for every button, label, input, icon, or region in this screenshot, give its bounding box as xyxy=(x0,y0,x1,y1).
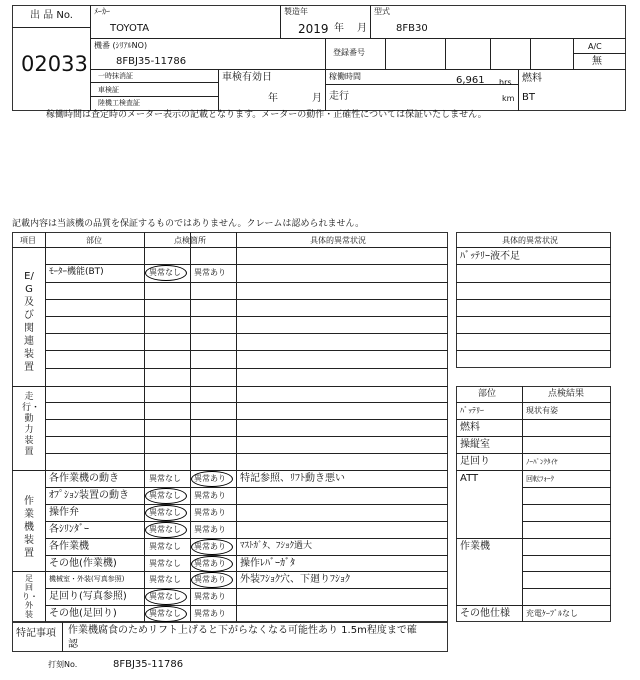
check-normal[interactable]: 異常なし xyxy=(149,508,181,517)
check-abnormal[interactable]: 異常あり xyxy=(194,525,226,534)
serial-value: 8FBJ35-11786 xyxy=(116,56,187,67)
year-label: 製造年 xyxy=(284,7,308,16)
special-label: 特記事項 xyxy=(16,628,56,639)
rb-col-part: 部位 xyxy=(478,389,497,399)
exhibit-no-label: 出 品 No. xyxy=(30,10,73,21)
ac-value: 無 xyxy=(592,56,602,67)
col-check: 点検箇所 xyxy=(174,236,206,245)
check-normal[interactable]: 異常なし xyxy=(149,575,181,584)
registration-label: 登録番号 xyxy=(333,48,365,57)
check-abnormal[interactable]: 異常あり xyxy=(194,474,226,483)
rb-part: ﾊﾞｯﾃﾘｰ xyxy=(460,406,484,415)
quality-note: 記載内容は当該機の品質を保証するものではありません。クレームは認められません。 xyxy=(12,219,365,229)
exhibit-no: 02033 xyxy=(21,52,88,76)
model-value: 8FB30 xyxy=(396,23,428,34)
right-top-item: ﾊﾞｯﾃﾘｰ液不足 xyxy=(460,251,520,262)
check-abnormal[interactable]: 異常あり xyxy=(194,268,226,277)
check-abnormal[interactable]: 異常あり xyxy=(194,609,226,618)
temp-cert-label: 一時抹消証 xyxy=(98,72,133,80)
rb-result: ﾉｰﾊﾟﾝｸﾀｲﾔ xyxy=(526,458,558,466)
stamp-value: 8FBJ35-11786 xyxy=(113,659,184,670)
row-part: 各ｼﾘﾝﾀﾞｰ xyxy=(49,524,89,535)
maker-label: ﾒｰｶｰ xyxy=(94,7,110,16)
section-engine: E/G及び関連装置 xyxy=(24,271,34,373)
rb-result: 充電ｹｰﾌﾞﾙなし xyxy=(526,609,578,618)
fuel-label: 燃料 xyxy=(522,73,542,84)
check-normal[interactable]: 異常なし xyxy=(149,592,181,601)
ac-label: A/C xyxy=(588,42,602,51)
hours-value: 6,961 xyxy=(456,75,485,86)
inspection-valid-label: 車検有効日 xyxy=(222,72,272,83)
row-detail: 外装ﾌｼｮｸ穴、下廻りﾌｼｮｸ xyxy=(240,574,350,585)
check-normal[interactable]: 異常なし xyxy=(149,525,181,534)
year-unit: 年 xyxy=(334,23,344,34)
hours-label: 稼働時間 xyxy=(329,72,361,81)
row-detail: 特記参照、ﾘﾌﾄ動き悪い xyxy=(240,473,345,484)
check-normal[interactable]: 異常なし xyxy=(149,491,181,500)
row-detail: 操作ﾚﾊﾞｰｶﾞﾀ xyxy=(240,558,295,569)
col-item: 項目 xyxy=(20,236,36,245)
row-detail: ﾏｽﾄｶﾞﾀ、ﾌｼｮｸ過大 xyxy=(240,541,313,551)
check-normal[interactable]: 異常なし xyxy=(149,609,181,618)
check-abnormal[interactable]: 異常あり xyxy=(194,592,226,601)
section-work: 作業機装置 xyxy=(24,496,34,559)
valid-month-unit: 月 xyxy=(312,93,322,104)
check-normal[interactable]: 異常なし xyxy=(149,542,181,551)
valid-year-unit: 年 xyxy=(268,93,278,104)
special-text: 作業機腐食のためリフト上げると下がらなくなる可能性あり 1.5m程度まで確 xyxy=(68,625,417,636)
check-normal[interactable]: 異常なし xyxy=(149,474,181,483)
inspection-cert-label: 車検証 xyxy=(98,86,119,94)
col-part: 部位 xyxy=(86,236,102,245)
row-part: 操作弁 xyxy=(49,507,79,518)
row-part: 各作業機 xyxy=(49,541,89,552)
check-normal[interactable]: 異常なし xyxy=(149,559,181,568)
maker-value: TOYOTA xyxy=(110,23,150,34)
right-top-header: 具体的異常状況 xyxy=(502,236,558,245)
stamp-label: 打刻No. xyxy=(48,660,78,669)
check-abnormal[interactable]: 異常あり xyxy=(194,491,226,500)
travel-label: 走行 xyxy=(329,91,349,102)
hours-unit: hrs xyxy=(499,78,512,87)
check-normal[interactable]: 異常なし xyxy=(149,268,181,277)
rb-part: 足回り xyxy=(460,456,490,467)
check-abnormal[interactable]: 異常あり xyxy=(194,575,226,584)
section-foot: 足回り・外装 xyxy=(22,574,38,619)
rb-part: 燃料 xyxy=(460,422,480,433)
rb-result: 現状有姿 xyxy=(526,406,558,415)
km-unit: km xyxy=(502,94,515,103)
model-label: 型式 xyxy=(374,7,390,16)
check-abnormal[interactable]: 異常あり xyxy=(194,508,226,517)
rb-result: 回転ﾌｫｰｸ xyxy=(526,475,554,483)
col-detail: 具体的異常状況 xyxy=(310,236,366,245)
row-part: 各作業機の動き xyxy=(49,473,119,484)
row-part: ｵﾌﾟｼｮﾝ装置の動き xyxy=(49,490,129,501)
row-part: その他(足回り) xyxy=(49,608,117,619)
special-text-cont: 認 xyxy=(68,639,78,650)
check-abnormal[interactable]: 異常あり xyxy=(194,542,226,551)
row-part: 機械室・外装(写真参照) xyxy=(49,575,125,583)
self-inspection-label: 陸機工検査証 xyxy=(98,99,140,107)
year-value: 2019 xyxy=(298,22,329,36)
month-unit: 月 xyxy=(357,23,367,34)
fuel-value: BT xyxy=(522,92,535,103)
row-part: 足回り(写真参照) xyxy=(49,591,127,602)
rb-col-result: 点検結果 xyxy=(548,389,585,399)
row-part: その他(作業機) xyxy=(49,558,117,569)
rb-part: 操縦室 xyxy=(460,439,490,450)
section-drive: 走行・動力装置 xyxy=(22,392,41,457)
rb-part: 作業機 xyxy=(460,541,490,552)
rb-part: ATT xyxy=(460,473,479,484)
check-abnormal[interactable]: 異常あり xyxy=(194,559,226,568)
hours-note: 稼働時間は査定時のメーター表示の記載となります。メーターの動作・正確性については保証いたしません。 xyxy=(46,110,487,120)
row-part: ﾓｰﾀｰ機能(BT) xyxy=(49,267,104,277)
serial-label: 機番 (ｼﾘｱﾙNO) xyxy=(94,41,148,50)
rb-part: その他仕様 xyxy=(460,608,510,619)
